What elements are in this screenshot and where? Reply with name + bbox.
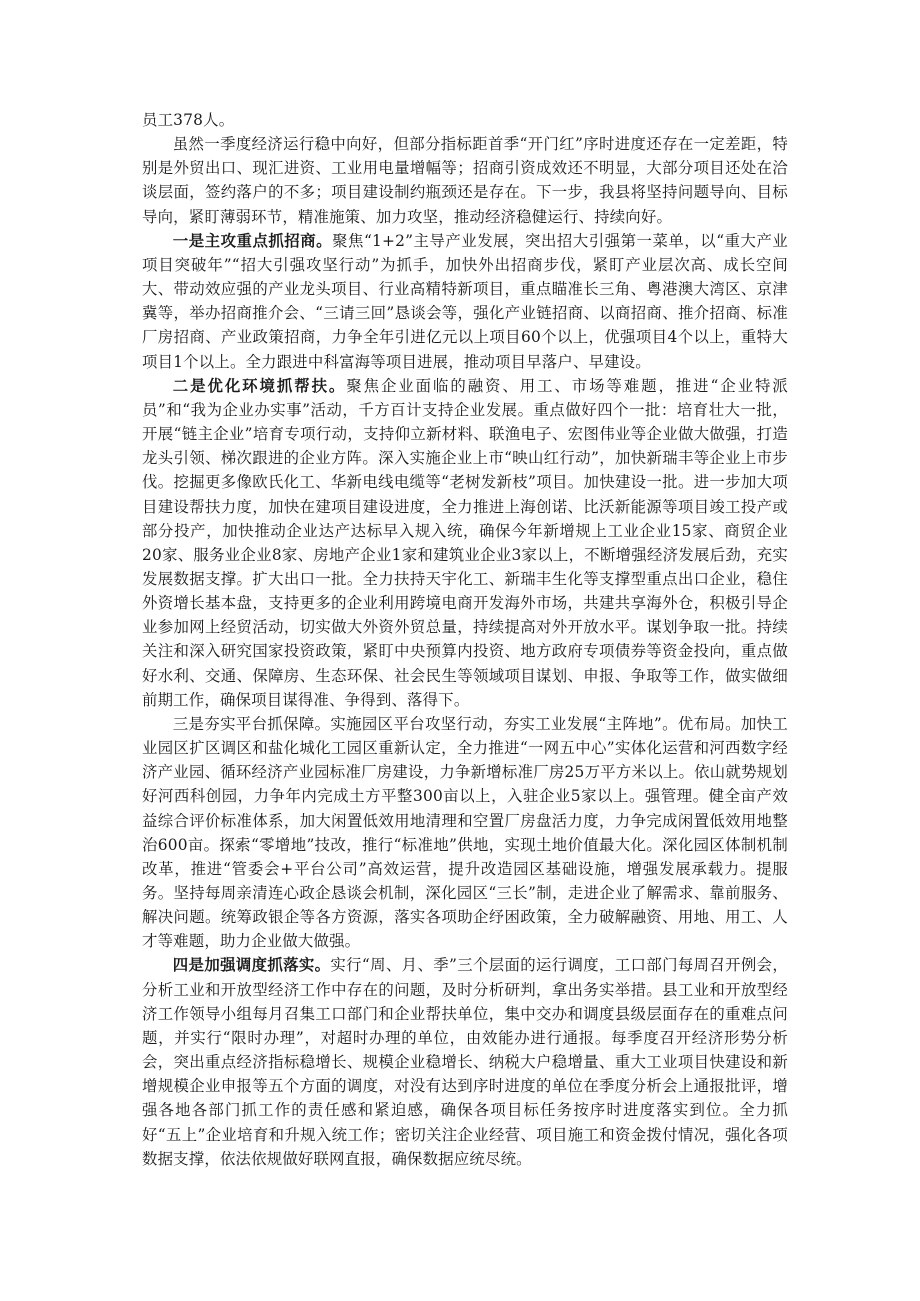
opening-line-text: 员工378人。	[142, 111, 235, 129]
paragraph-summary	[142, 132, 788, 229]
paragraph-text: 三是夯实平台抓保障。实施园区平台攻坚行动，夯实工业发展“主阵地”。优布局。加快工业园区扩区调区和盐化城化工园区重新认定，全力推进“一网五中心”实体化运营和河西数字经济产业园、循环经济产业园标准厂房建设，力争新增标准厂房25万平方米以上。依山就势规划好河西科创园，力争年内完成土方平整300亩以上，入驻企业5家以上。强管理。健全亩产效益综合评价标准体系，加大闲置低效用地清理和空置厂房盘活力度，力争完成闲置低效用地整治600亩。探索“零增地”技改，推行“标准地”供地，实现土地价值最大化。深化园区体制机制改革，推进“管委会+平台公司”高效运营，提升改造园区基础设施，增强发展承载力。提服务。坚持每周亲清连心政企恳谈会机制，深化园区“三长”制，走进企业了解需求、靠前服务、解决问题。统筹政银企等各方资源，落实各项助企纾困政策，全力破解融资、用地、用工、人才等难题，助力企业做大做强。	[142, 714, 788, 951]
paragraph-text: 虽然一季度经济运行稳中向好，但部分指标距首季“开门红”序时进度还存在一定差距，特别是外贸出口、现汇进资、工业用电量增幅等；招商引资成效还不明显，大部分项目还处在洽谈层面，签约落户的不多；项目建设制约瓶颈还是存在。下一步，我县将坚持问题导向、目标导向，紧盯薄弱环节，精准施策、加力攻坚，推动经济稳健运行、持续向好。	[142, 135, 788, 226]
paragraph-lead: 二是优化环境抓帮扶。	[172, 376, 347, 395]
paragraph-scheduling	[142, 953, 788, 1170]
paragraph-lead: 四是加强调度抓落实。	[172, 956, 331, 975]
paragraph-investment	[142, 229, 788, 374]
paragraph-lead: 一是主攻重点抓招商。	[172, 231, 333, 250]
paragraph-environment	[142, 374, 788, 712]
opening-line	[142, 108, 788, 132]
paragraph-platform	[142, 712, 788, 954]
paragraph-text: 聚焦“1+2”主导产业发展，突出招大引强第一菜单，以“重大产业项目突破年”“招大引强攻坚行动”为抓手，加快外出招商步伐，紧盯产业层次高、成长空间大、带动效应强的产业龙头项目、行业高精特新项目，重点瞄准长三角、粤港澳大湾区、京津冀等，举办招商推介会、“三请三回”恳谈会等，强化产业链招商、以商招商、推介招商、标准厂房招商、产业政策招商，力争全年引进亿元以上项目60个以上，优强项目4个以上，重特大项目1个以上。全力跟进中科富海等项目进展，推动项目早落户、早建设。	[142, 231, 788, 371]
document-body	[142, 108, 788, 1171]
paragraph-text: 聚焦企业面临的融资、用工、市场等难题，推进“企业特派员”和“我为企业办实事”活动，千方百计支持企业发展。重点做好四个一批：培育壮大一批，开展“链主企业”培育专项行动，支持仰立新材料、联渔电子、宏图伟业等企业做大做强，打造龙头引领、梯次跟进的企业方阵。深入实施企业上市“映山红行动”，加快新瑞丰等企业上市步伐。挖掘更多像欧氏化工、华新电线电缆等“老树发新枝”项目。加快建设一批。进一步加大项目建设帮扶力度，加快在建项目建设进度，全力推进上海创诺、比沃新能源等项目竣工投产或部分投产，加快推动企业达产达标早入规入统，确保今年新增规上工业企业15家、商贸企业20家、服务业企业8家、房地产企业1家和建筑业企业3家以上，不断增强经济发展后劲，充实发展数据支撑。扩大出口一批。全力扶持天宇化工、新瑞丰生化等支撑型重点出口企业，稳住外资增长基本盘，支持更多的企业利用跨境电商开发海外市场，共建共享海外仓，积极引导企业参加网上经贸活动，切实做大外资外贸总量，持续提高对外开放水平。谋划争取一批。持续关注和深入研究国家投资政策，紧盯中央预算内投资、地方政府专项债券等资金投向，重点做好水利、交通、保障房、生态环保、社会民生等领域项目谋划、申报、争取等工作，做实做细前期工作，确保项目谋得准、争得到、落得下。	[142, 376, 788, 709]
paragraph-text: 实行“周、月、季”三个层面的运行调度，工口部门每周召开例会，分析工业和开放型经济工作中存在的问题，及时分析研判，拿出务实举措。县工业和开放型经济工作领导小组每月召集工口部门和企业帮扶单位，集中交办和调度县级层面存在的重难点问题，并实行“限时办理”，对超时办理的单位，由效能办进行通报。每季度召开经济形势分析会，突出重点经济指标稳增长、规模企业稳增长、纳税大户稳增量、重大工业项目快建设和新增规模企业申报等五个方面的调度，对没有达到序时进度的单位在季度分析会上通报批评，增强各地各部门抓工作的责任感和紧迫感，确保各项目标任务按序时进度落实到位。全力抓好“五上”企业培育和升规入统工作；密切关注企业经营、项目施工和资金拨付情况，强化各项数据支撑，依法依规做好联网直报，确保数据应统尽统。	[142, 956, 788, 1168]
